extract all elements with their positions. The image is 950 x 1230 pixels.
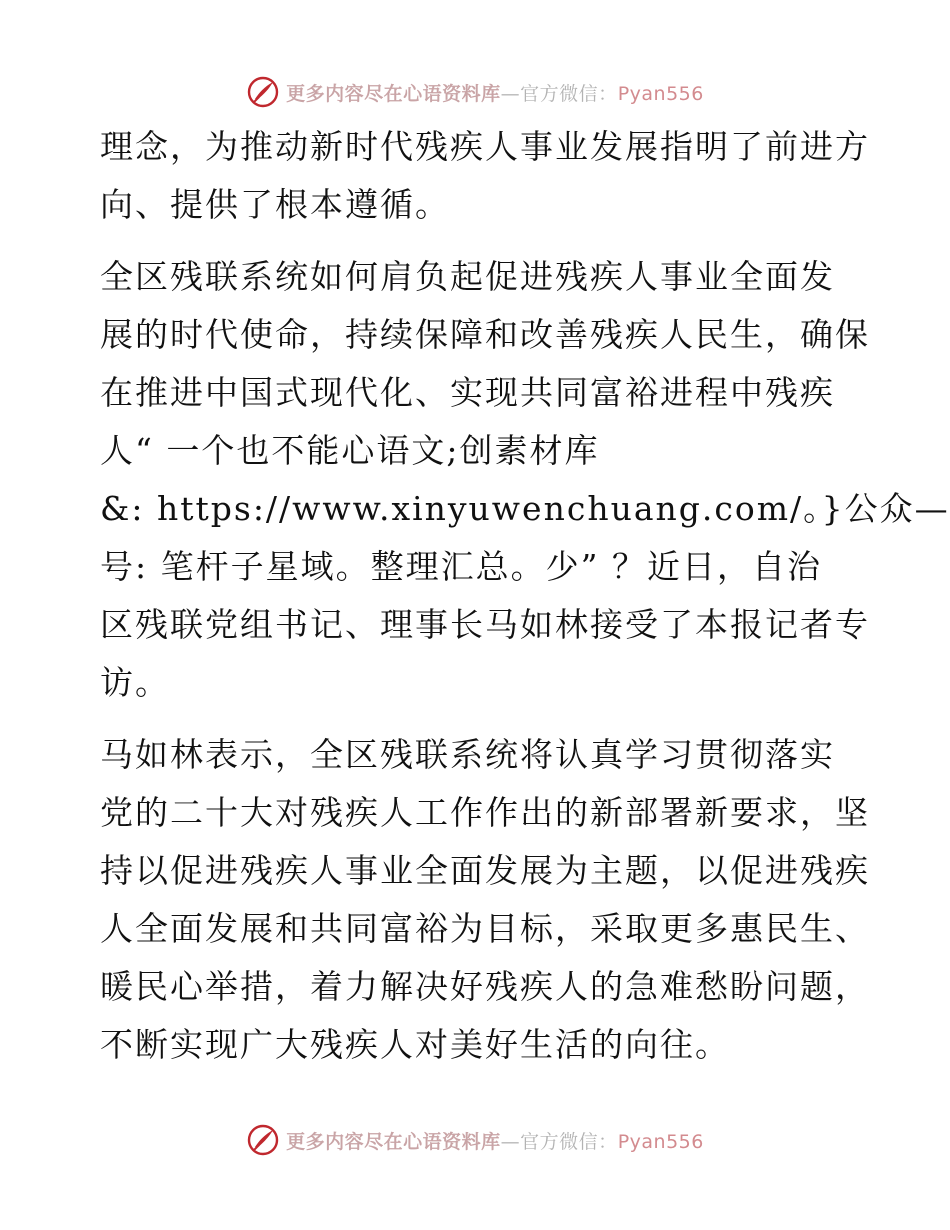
paragraph-line: 不断实现广大残疾人对美好生活的向往。 (100, 1025, 730, 1064)
paragraph-line: 人全面发展和共同富裕为目标，采取更多惠民生、 (100, 909, 870, 948)
paragraph-line: 向、提供了根本遵循。 (100, 185, 450, 224)
footer-brand-dash: — (500, 1130, 521, 1153)
paragraph-3 (100, 726, 870, 1074)
quill-seal-icon (246, 75, 280, 109)
paragraph-line: 党的二十大对残疾人工作作出的新部署新要求，坚 (100, 793, 870, 832)
header-watermark (0, 72, 950, 112)
paragraph-2 (100, 248, 950, 712)
paragraph-line-url: &: https://www.xinyuwenchuang.com/。}公众— (100, 489, 950, 528)
paragraph-line: 马如林表示，全区残联系统将认真学习贯彻落实 (100, 735, 835, 774)
article-body (100, 118, 950, 1088)
header-wechat-id: Pyan556 (617, 82, 704, 105)
paragraph-line: 理念，为推动新时代残疾人事业发展指明了前进方 (100, 127, 870, 166)
paragraph-line: 人“ 一个也不能心语文;创素材库 (100, 431, 600, 470)
paragraph-1 (100, 118, 870, 234)
footer-wechat-id: Pyan556 (617, 1130, 704, 1153)
paragraph-line: 全区残联系统如何肩负起促进残疾人事业全面发 (100, 257, 835, 296)
header-wechat-label: 官方微信： (520, 82, 618, 105)
paragraph-line: 在推进中国式现代化、实现共同富裕进程中残疾 (100, 373, 835, 412)
footer-brand-name: 更多内容尽在心语资料库 (286, 1130, 501, 1153)
quill-seal-icon (246, 1123, 280, 1157)
paragraph-line: 访。 (100, 663, 170, 702)
paragraph-line: 展的时代使命，持续保障和改善残疾人民生，确保 (100, 315, 870, 354)
header-brand-dash: — (500, 82, 521, 105)
paragraph-line: 暖民心举措，着力解决好残疾人的急难愁盼问题， (100, 967, 870, 1006)
footer-watermark (0, 1120, 950, 1160)
header-brand-name: 更多内容尽在心语资料库 (286, 82, 501, 105)
paragraph-line: 区残联党组书记、理事长马如林接受了本报记者专 (100, 605, 870, 644)
paragraph-line: 持以促进残疾人事业全面发展为主题，以促进残疾 (100, 851, 870, 890)
footer-wechat-label: 官方微信： (520, 1130, 618, 1153)
paragraph-line: 号: 笔杆子星域。整理汇总。少” ？近日，自治 (100, 547, 822, 586)
